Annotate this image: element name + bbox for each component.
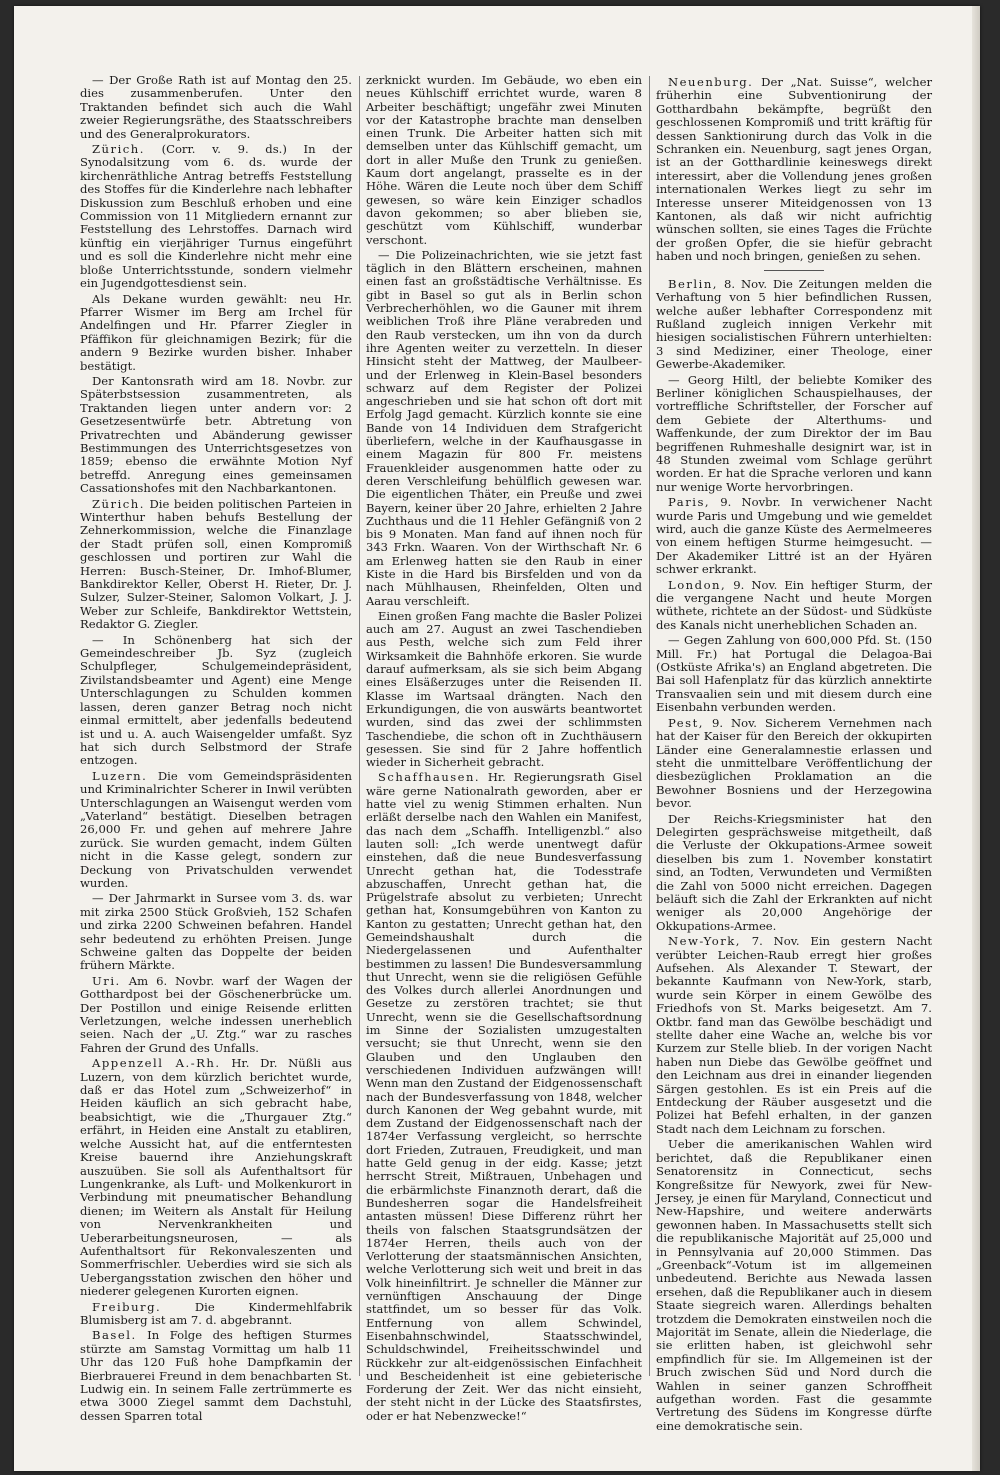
paragraph-text: — Der Große Rath ist auf Montag den 25. dies zusammenberufen. Unter den Traktanden befindet sich auch die Wahl zweier Regierungsräthe, des Staatsschreibers und des Generalprokurators. (80, 73, 352, 141)
article-paragraph (80, 293, 352, 373)
paragraph-text: Hr. Dr. Nüßli aus Luzern, von dem kürzlich berichtet wurde, daß er das Hotel zum „Schweizerhof“ in Heiden käuflich an sich gebracht habe, beabsichtigt, wie die „Thurgauer Ztg.“ erfährt, in Heiden eine Anstalt zu etabliren, welche Aussicht hat, auf die entferntesten Kreise bauernd ihre Anziehungskraft auszuüben. Sie soll als Aufenthaltsort für Lungenkranke, als Luft- und Molkenkurort in Verbindung mit pneumatischer Behandlung dienen; im Weitern als Anstalt für Heilung von Nervenkrankheiten und Ueberarbeitungsneurosen, — als Aufenthaltsort für Rekonvaleszenten und Sommerfrischler. Ueberdies wird sie sich als Uebergangsstation zwischen den höher und niederer gelegenen Kurorten eignen. (80, 1056, 352, 1299)
column-rule-1 (359, 76, 360, 1376)
article-paragraph (366, 771, 642, 1423)
paragraph-text: zerknickt wurden. Im Gebäude, wo eben ein neues Kühlschiff errichtet wurde, waren 8 Arbeiter beschäftigt; ungefähr zwei Minuten vor der Katastrophe brachte man denselben einen Trunk. Die Arbeiter hatten sich mit demselben unter das Kühlschiff gemacht, um dort in aller Muße den Trunk zu genießen. Kaum dort angelangt, prasselte es in der Höhe. Wären die Leute noch über dem Schiff gewesen, so wäre kein Einziger schadlos davon gekommen; so aber blieben sie, geschützt vom Kühlschiff, wunderbar verschont. (366, 73, 642, 247)
article-paragraph (80, 375, 352, 496)
article-paragraph (80, 1329, 352, 1423)
article-paragraph (80, 892, 352, 972)
place-dateline: Appenzell A.-Rh. (92, 1056, 221, 1071)
paragraph-text: — Der Jahrmarkt in Sursee vom 3. ds. war mit zirka 2500 Stück Großvieh, 152 Schafen und zirka 2200 Schweinen befahren. Handel sehr bedeutend zu erhöhten Preisen. Junge Schweine galten das Doppelte der beiden frühern Märkte. (80, 891, 352, 973)
place-dateline: Zürich. (92, 142, 145, 157)
place-dateline: Luzern. (92, 768, 148, 783)
paragraph-text: Der Reichs-Kriegsminister hat den Delegirten gesprächsweise mitgetheilt, daß die Verluste der Okkupations-Armee soweit dieselben bis zum 1. November konstatirt sind, an Todten, Verwundeten und Vermißten die Zahl von 5000 nicht erreichen. Dagegen beläuft sich die Zahl der Erkrankten auf nicht weniger als 20,000 Angehörige der Okkupations-Armee. (656, 811, 932, 933)
place-dateline: Zürich. (92, 496, 145, 511)
paragraph-text: Ueber die amerikanischen Wahlen wird berichtet, daß die Republikaner einen Senatorensitz in Connecticut, sechs Kongreßsitze für Newyork, zwei für New-Jersey, je einen für Maryland, Connecticut und New-Hapshire, und weitere anderwärts gewonnen haben. In Massachusetts stellt sich die republikanische Majorität auf 25,000 und in Pennsylvania auf 20,000 Stimmen. Das „Greenback“-Votum ist im allgemeinen unbedeutend. Berichte aus Newada lassen ersehen, daß die Republikaner auch in diesem Staate siegreich waren. Allerdings behalten trotzdem die Demokraten einstweilen noch die Majorität im Senate, allein die Niederlage, die sie erlitten haben, ist gleichwohl sehr empfindlich für sie. Im Allgemeinen ist der Bruch zwischen Süd und Nord durch die Wahlen in seiner ganzen Schroffheit aufgethan worden. Fast die gesammte Vertretung des Südens im Kongresse dürfte eine demokratische sein. (656, 1137, 932, 1433)
article-paragraph (366, 74, 642, 247)
paragraph-text: Der „Nat. Suisse“, welcher früherhin eine Subventionirung der Gotthardbahn bekämpfte, begrüßt den geschlossenen Kompromiß und tritt kräftig für dessen Sanktionirung durch das Volk in die Schranken ein. Neuenburg, sagt jenes Organ, ist an der Gotthardlinie keineswegs direkt interessirt, aber die Vollendung jenes großen internationalen Werkes liegt zu sehr im Interesse unserer Miteidgenossen von 13 Kantonen, als daß wir nicht aufrichtig wünschen sollten, sie eines Tages die Früchte der großen Opfer, die sie hiefür gebracht haben und noch bringen, genießen zu sehen. (656, 75, 933, 264)
paragraph-text: — Gegen Zahlung von 600,000 Pfd. St. (150 Mill. Fr.) hat Portugal die Delagoa-Bai (Ostküste Afrika's) an England abgetreten. Die Bai soll Hafenplatz für das kürzlich annektirte Transvaalien sein und mit diesem durch eine Eisenbahn verbunden werden. (656, 633, 932, 715)
place-dateline: Paris, (668, 495, 711, 510)
paragraph-text: Am 6. Novbr. warf der Wagen der Gotthardpost bei der Göschenerbrücke um. Der Postillon und einige Reisende erlitten Verletzungen, welche indessen unerheblich seien. Nach der „U. Ztg.“ war zu rasches Fahren der Grund des Unfalls. (80, 973, 353, 1055)
article-paragraph (656, 579, 932, 633)
place-dateline: Freiburg. (92, 1299, 162, 1314)
paragraph-text: — Georg Hiltl, der beliebte Komiker des Berliner königlichen Schauspielhauses, der vortreffliche Schriftsteller, der Forscher auf dem Gebiete der Alterthums- und Waffenkunde, der zum Direktor der im Bau begriffenen Ruhmeshalle designirt war, ist in 48 Stunden zweimal vom Schlage gerührt worden. Er hat die Sprache verloren und kann nur wenige Worte hervorbringen. (656, 372, 932, 494)
column-rule-2 (649, 76, 650, 1376)
paragraph-text: 7. Nov. Ein gestern Nacht verübter Leichen-Raub erregt hier großes Aufsehen. Als Alexander T. Stewart, der bekannte Kaufmann von New-York, starb, wurde sein Körper in einem Gewölbe des Friedhofs von St. Marks beigesetzt. Am 7. Oktbr. fand man das Gewölbe beschädigt und stellte daher eine Wache an, welche bis vor Kurzem zur Stelle blieb. In der vorigen Nacht haben nun Diebe das Gewölbe geöffnet und den Leichnam aus drei in einander liegenden Särgen gestohlen. Es ist ein Preis auf die Entdeckung der Räuber ausgesetzt und die Polizei hat Befehl erhalten, in der ganzen Stadt nach dem Leichnam zu forschen. (656, 934, 932, 1136)
article-paragraph (80, 498, 352, 632)
paragraph-text: Der Kantonsrath wird am 18. Novbr. zur Späterbstsession zusammentreten, als Traktanden liegen unter andern vor: 2 Gesetzesentwürfe betr. Abtretung von Privatrechten und Abänderung gewisser Bestimmungen des Unterrichtsgesetzes von 1859; ebenso die erwähnte Motion Nyf betreffd. Anregung eines gemeinsamen Cassationshofes mit den Nachbarkantonen. (80, 373, 352, 496)
place-dateline: Schaffhausen. (378, 770, 481, 785)
place-dateline: Basel. (92, 1328, 137, 1343)
article-paragraph (80, 1057, 352, 1298)
paragraph-text: 9. Novbr. In verwichener Nacht wurde Paris und Umgebung und wie gemeldet wird, auch die ganze Küste des Aermelmeeres von einem heftigen Sturme heimgesucht. — Der Akademiker Littré ist an der Hyären schwer erkrankt. (656, 495, 933, 577)
page-edge (972, 6, 980, 1471)
place-dateline: New-York, (668, 934, 741, 949)
newspaper-page (14, 6, 980, 1471)
article-paragraph (80, 975, 352, 1055)
article-paragraph (656, 374, 932, 495)
article-paragraph (656, 496, 932, 576)
paragraph-text: In Folge des heftigen Sturmes stürzte am Samstag Vormittag um halb 11 Uhr das 120 Fuß hohe Dampfkamin der Bierbrauerei Freund in dem benachbarten St. Ludwig ein. In seinem Falle zertrümmerte es etwa 3000 Ziegel sammt dem Dachstuhl, dessen Sparren total (80, 1328, 352, 1423)
paragraph-text: — In Schönenberg hat sich der Gemeindeschreiber Jb. Syz (zugleich Schulpfleger, Schulgemeindepräsident, Zivilstandsbeamter und Agent) eine Menge Unterschlagungen zu Schulden kommen lassen, deren ganzer Betrag noch nicht einmal ermittelt, aber jedenfalls bedeutend ist und u. A. auch Waisengelder umfaßt. Syz hat sich durch Selbstmord der Strafe entzogen. (80, 632, 352, 768)
article-paragraph (656, 76, 932, 264)
paragraph-text: Die beiden politischen Parteien in Winterthur haben behufs Bestellung der Zehnerkommission, welche die Finanzlage der Stadt prüfen soll, einen Kompromiß geschlossen und portiren zur Wahl die Herren: Busch-Steiner, Dr. Imhof-Blumer, Bankdirektor Keller, Oberst H. Rieter, Dr. J. Sulzer, Sulzer-Steiner, Salomon Volkart, J. J. Weber zur Schleife, Bankdirektor Wettstein, Redaktor G. Ziegler. (80, 496, 353, 632)
column-2 (366, 74, 642, 1425)
article-paragraph (80, 1301, 352, 1328)
article-paragraph (656, 935, 932, 1136)
place-dateline: Neuenburg. (668, 75, 754, 89)
article-paragraph (80, 74, 352, 141)
article-paragraph (656, 278, 932, 372)
paragraph-text: Hr. Regierungsrath Gisel wäre gerne Nationalrath geworden, aber er hatte viel zu wenig Stimmen erhalten. Nun erläßt derselbe nach den Wahlen ein Manifest, das nach dem „Schaffh. Intelligenzbl.“ also lauten soll: „Ich werde unentwegt dafür einstehen, daß die neue Bundesverfassung Unrecht gethan hat, die Todesstrafe abzuschaffen, Unrecht gethan hat, die Prügelstrafe absolut zu verbieten; Unrecht gethan hat, Konsumgebühren von Kanton zu Kanton zu gestatten; Unrecht gethan hat, den Gemeindshaushalt durch die Niedergelassenen und Aufenthalter bestimmen zu lassen! Die Bundesversammlung thut Unrecht, wenn sie die religiösen Gefühle des Volkes durch allerlei Anordnungen und Gesetze zu zerstören trachtet; sie thut Unrecht, wenn sie die Gesellschaftsordnung im Sinne der Sozialisten umzugestalten versucht; sie thut Unrecht, wenn sie den Glauben und den Unglauben den verschiedenen Individuen aufzwängen will! Wenn man den Zustand der Eidgenossenschaft nach der Bundesverfassung von 1848, welcher durch Kanonen der Weg gebahnt wurde, mit dem Zustand der Eidgenossenschaft nach der 1874er Verfassung vergleicht, so herrschte dort Frieden, Zutrauen, Freudigkeit, und man hatte Geld genug in der eidg. Kasse; jetzt herrscht Streit, Mißtrauen, Unbehagen und die erbärmlichste Finanznoth derart, daß die Bundesherren sogar die Handelsfreiheit antasten müssen! Diese Differenz rührt her theils von falschen Staatsgrundsätzen der 1874er Herren, theils auch von der Verlotterung der staatsmännischen Ansichten, welche Verlotterung sich weit und breit in das Volk hineinfiltrirt. Je schneller die Männer zur vernünftigen Anschauung der Dinge stattfindet, um so besser für das Volk. Entfernung von allem Schwindel, Eisenbahnschwindel, Staatsschwindel, Schuldschwindel, Freiheitsschwindel und Rückkehr zur alt-eidgenössischen Einfachheit und Bescheidenheit ist eine gebieterische Forderung der Zeit. Wer das nicht einsieht, der steht nicht in der Lücke des Staatsfirstes, oder er hat Nebenzwecke!“ (366, 770, 642, 1423)
article-paragraph (366, 249, 642, 608)
paragraph-text: 9. Nov. Ein heftiger Sturm, der die vergangene Nacht und heute Morgen wüthete, richtete an der Südost- und Südküste des Kanals nicht unerheblichen Schaden an. (656, 577, 932, 632)
place-dateline: Berlin, (668, 276, 718, 291)
article-paragraph (656, 717, 932, 811)
column-1 (80, 74, 352, 1425)
place-dateline: Uri. (92, 973, 121, 988)
article-paragraph (80, 634, 352, 768)
place-dateline: Pest, (668, 715, 704, 730)
paragraph-text: 9. Nov. Sicherem Vernehmen nach hat der Kaiser für den Bereich der okkupirten Länder eine Generalamnestie erlassen und steht die unmittelbare Veröffentlichung der diesbezüglichen Proklamation an die Bewohner Bosniens und der Herzegowina bevor. (656, 715, 932, 811)
article-paragraph (656, 813, 932, 934)
column-3 (656, 74, 932, 1435)
paragraph-text: Die Kindermehlfabrik Blumisberg ist am 7. d. abgebrannt. (80, 1299, 352, 1327)
paragraph-text: — Die Polizeinachrichten, wie sie jetzt fast täglich in den Blättern erscheinen, mahnen einen fast an großstädtische Verhältnisse. Es gibt in Basel so gut als in Berlin schon Verbrecherhöhlen, wo die Gauner mit ihrem weiblichen Troß ihre Pläne verabreden und den Raub verstecken, um ihn von da durch ihre Agenten weiter zu verzetteln. In dieser Hinsicht steht der Mattweg, der Maulbeer- und der Erlenweg in Klein-Basel besonders schwarz auf dem Register der Polizei angeschrieben und sie hat schon oft dort mit Erfolg Jagd gemacht. Kürzlich konnte sie eine Bande von 14 Individuen dem Strafgericht überliefern, welche in der Kaufhausgasse in einem Magazin für 800 Fr. meistens Frauenkleider ausgenommen hatte oder zu deren Verschleifung behülflich gewesen war. Die eigentlichen Thäter, ein Preuße und zwei Bayern, keiner über 20 Jahre, erhielten 2 Jahre Zuchthaus und die 11 Hehler Gefängniß von 2 bis 9 Monaten. Man fand auf ihnen noch für 343 Frkn. Waaren. Von der Wirthschaft Nr. 6 am Erlenweg hatten sie den Raub in einer Kiste in die Hard bis Birsfelden und von da nach Mühlhausen, Rheinfelden, Olten und Aarau verschleift. (366, 247, 642, 608)
paragraph-text: (Corr. v. 9. ds.) In der Synodalsitzung vom 6. ds. wurde der kirchenräthliche Antrag betreffs Feststellung des Stoffes für die Kinderlehre nach lebhafter Diskussion zum Beschluß erhoben und eine Commission von 11 Mitgliedern ernannt zur Feststellung des Lehrstoffes. Darnach wird künftig ein vierjähriger Turnus eingeführt und es soll die Kinderlehre nicht mehr eine bloße Unterrichtsstunde, sondern vielmehr ein Jugendgottesdienst sein. (80, 142, 352, 291)
paragraph-text: 8. Nov. Die Zeitungen melden die Verhaftung von 5 hier befindlichen Russen, welche außer lebhafter Correspondenz mit Rußland zugleich innigen Verkehr mit hiesigen socialistischen Führern unterhielten: 3 sind Mediziner, einer Theologe, einer Gewerbe-Akademiker. (656, 276, 933, 372)
section-separator (764, 270, 824, 271)
paragraph-text: Die vom Gemeindspräsidenten und Kriminalrichter Scherer in Inwil verübten Unterschlagungen an Waisengut werden vom „Vaterland“ bestätigt. Dieselben betragen 26,000 Fr. und gehen auf mehrere Jahre zurück. Sie wurden gemacht, indem Gülten nicht in die Kasse gelegt, sondern zur Deckung von Privatschulden verwendet wurden. (80, 768, 353, 890)
article-paragraph (656, 634, 932, 714)
place-dateline: London, (668, 577, 727, 592)
paragraph-text: Einen großen Fang machte die Basler Polizei auch am 27. August an zwei Taschendieben aus Pesth, welche sich zum Feld ihrer Wirksamkeit die Bahnhöfe erkoren. Sie wurde darauf aufmerksam, als sie sich beim Abgang eines Elsäßerzuges unter die Reisenden II. Klasse im Wartsaal drängten. Nach den Erkundigungen, die von auswärts beantwortet wurden, sind das zwei der schlimmsten Taschendiebe, die schon oft in Zuchthäusern gesessen. Sie sind für 2 Jahre hoffentlich wieder in Sicherheit gebracht. (366, 608, 642, 770)
article-paragraph (656, 1138, 932, 1433)
paragraph-text: Als Dekane wurden gewählt: neu Hr. Pfarrer Wismer im Berg am Irchel für Andelfingen und Hr. Pfarrer Ziegler in Pfäffikon für gleichnamigen Bezirk; für die andern 9 Bezirke wurden bisher. Inhaber bestätigt. (80, 291, 352, 373)
article-paragraph (366, 610, 642, 770)
article-paragraph (80, 143, 352, 290)
article-paragraph (80, 770, 352, 891)
